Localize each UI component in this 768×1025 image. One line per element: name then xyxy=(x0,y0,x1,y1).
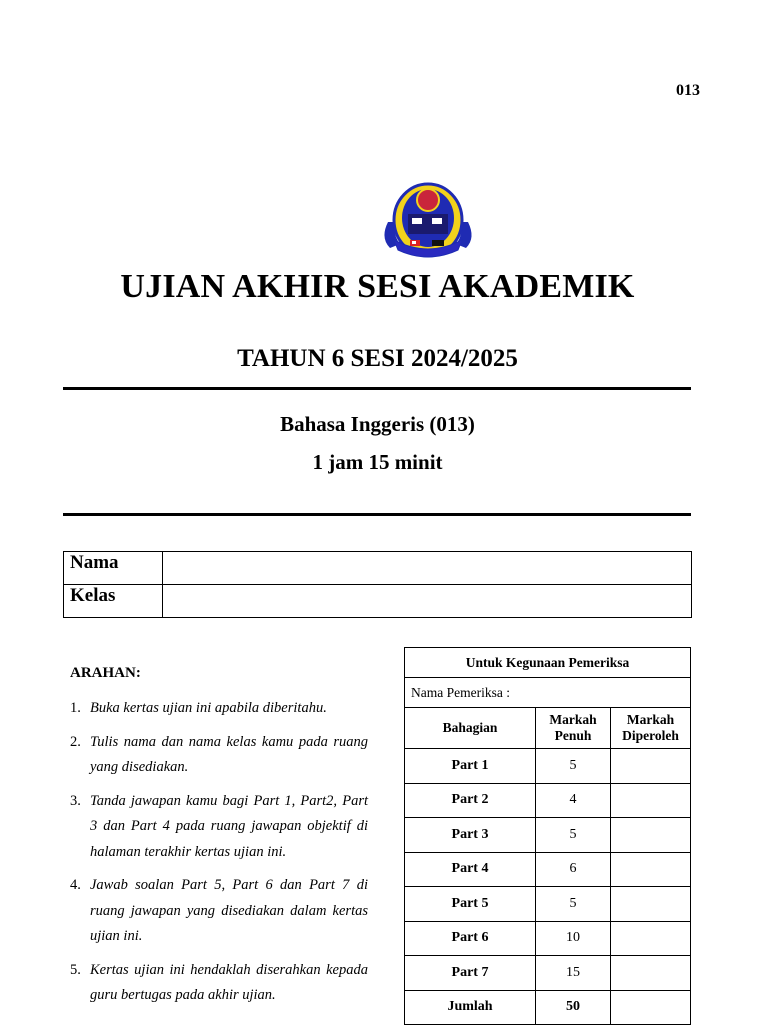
marks-table-header: Untuk Kegunaan Pemeriksa xyxy=(405,648,691,678)
class-field[interactable] xyxy=(163,585,692,618)
paper-code: 013 xyxy=(676,82,700,99)
table-row: Part 7 15 xyxy=(405,956,691,991)
student-info-table xyxy=(63,551,692,618)
exam-duration: 1 jam 15 minit xyxy=(312,450,443,474)
obtained-mark-cell[interactable] xyxy=(611,783,691,818)
instructions-heading: ARAHAN: xyxy=(70,665,141,681)
table-row: Part 2 4 xyxy=(405,783,691,818)
table-row: Part 5 5 xyxy=(405,887,691,922)
exam-subtitle: TAHUN 6 SESI 2024/2025 xyxy=(237,345,518,372)
subject-name: Bahasa Inggeris (013) xyxy=(280,412,475,436)
obtained-mark-cell[interactable] xyxy=(611,818,691,853)
examiner-name-field[interactable]: Nama Pemeriksa : xyxy=(405,678,691,708)
total-row: Jumlah 50 xyxy=(405,990,691,1025)
table-row: Part 3 5 xyxy=(405,818,691,853)
table-row: Part 6 10 xyxy=(405,921,691,956)
instruction-item: 2. Tulis nama dan nama kelas kamu pada ruang yang disediakan. xyxy=(70,733,368,775)
obtained-mark-cell[interactable] xyxy=(611,887,691,922)
table-row: Part 1 5 xyxy=(405,749,691,784)
name-field[interactable] xyxy=(163,552,692,585)
school-crest-icon xyxy=(376,178,480,262)
bottom-divider xyxy=(63,513,691,516)
col-header-section: Bahagian xyxy=(405,708,536,749)
col-header-full-marks: Markah Penuh xyxy=(536,708,611,749)
col-header-obtained-marks: Markah Diperoleh xyxy=(611,708,691,749)
top-divider xyxy=(63,387,691,390)
obtained-mark-cell[interactable] xyxy=(611,956,691,991)
exam-title: UJIAN AKHIR SESI AKADEMIK xyxy=(120,268,635,305)
class-label: Kelas xyxy=(64,585,163,618)
obtained-mark-cell[interactable] xyxy=(611,749,691,784)
obtained-mark-cell[interactable] xyxy=(611,921,691,956)
examiner-marks-table xyxy=(404,647,691,1025)
instruction-item: 5. Kertas ujian ini hendaklah diserahkan kepada guru bertugas pada akhir ujian. xyxy=(70,961,368,1003)
obtained-mark-cell[interactable] xyxy=(611,852,691,887)
table-row: Part 4 6 xyxy=(405,852,691,887)
instruction-item: 3. Tanda jawapan kamu bagi Part 1, Part2, Part 3 dan Part 4 pada ruang jawapan objektif di halaman terakhir kertas ujian ini. xyxy=(70,792,368,860)
total-obtained-cell[interactable] xyxy=(611,990,691,1025)
instruction-item: 1. Buka kertas ujian ini apabila diberitahu. xyxy=(70,700,327,716)
instructions-list xyxy=(70,696,368,1017)
instruction-item: 4. Jawab soalan Part 5, Part 6 dan Part 7 di ruang jawapan yang disediakan dalam kertas ujian ini. xyxy=(70,877,368,944)
name-label: Nama xyxy=(64,552,163,585)
